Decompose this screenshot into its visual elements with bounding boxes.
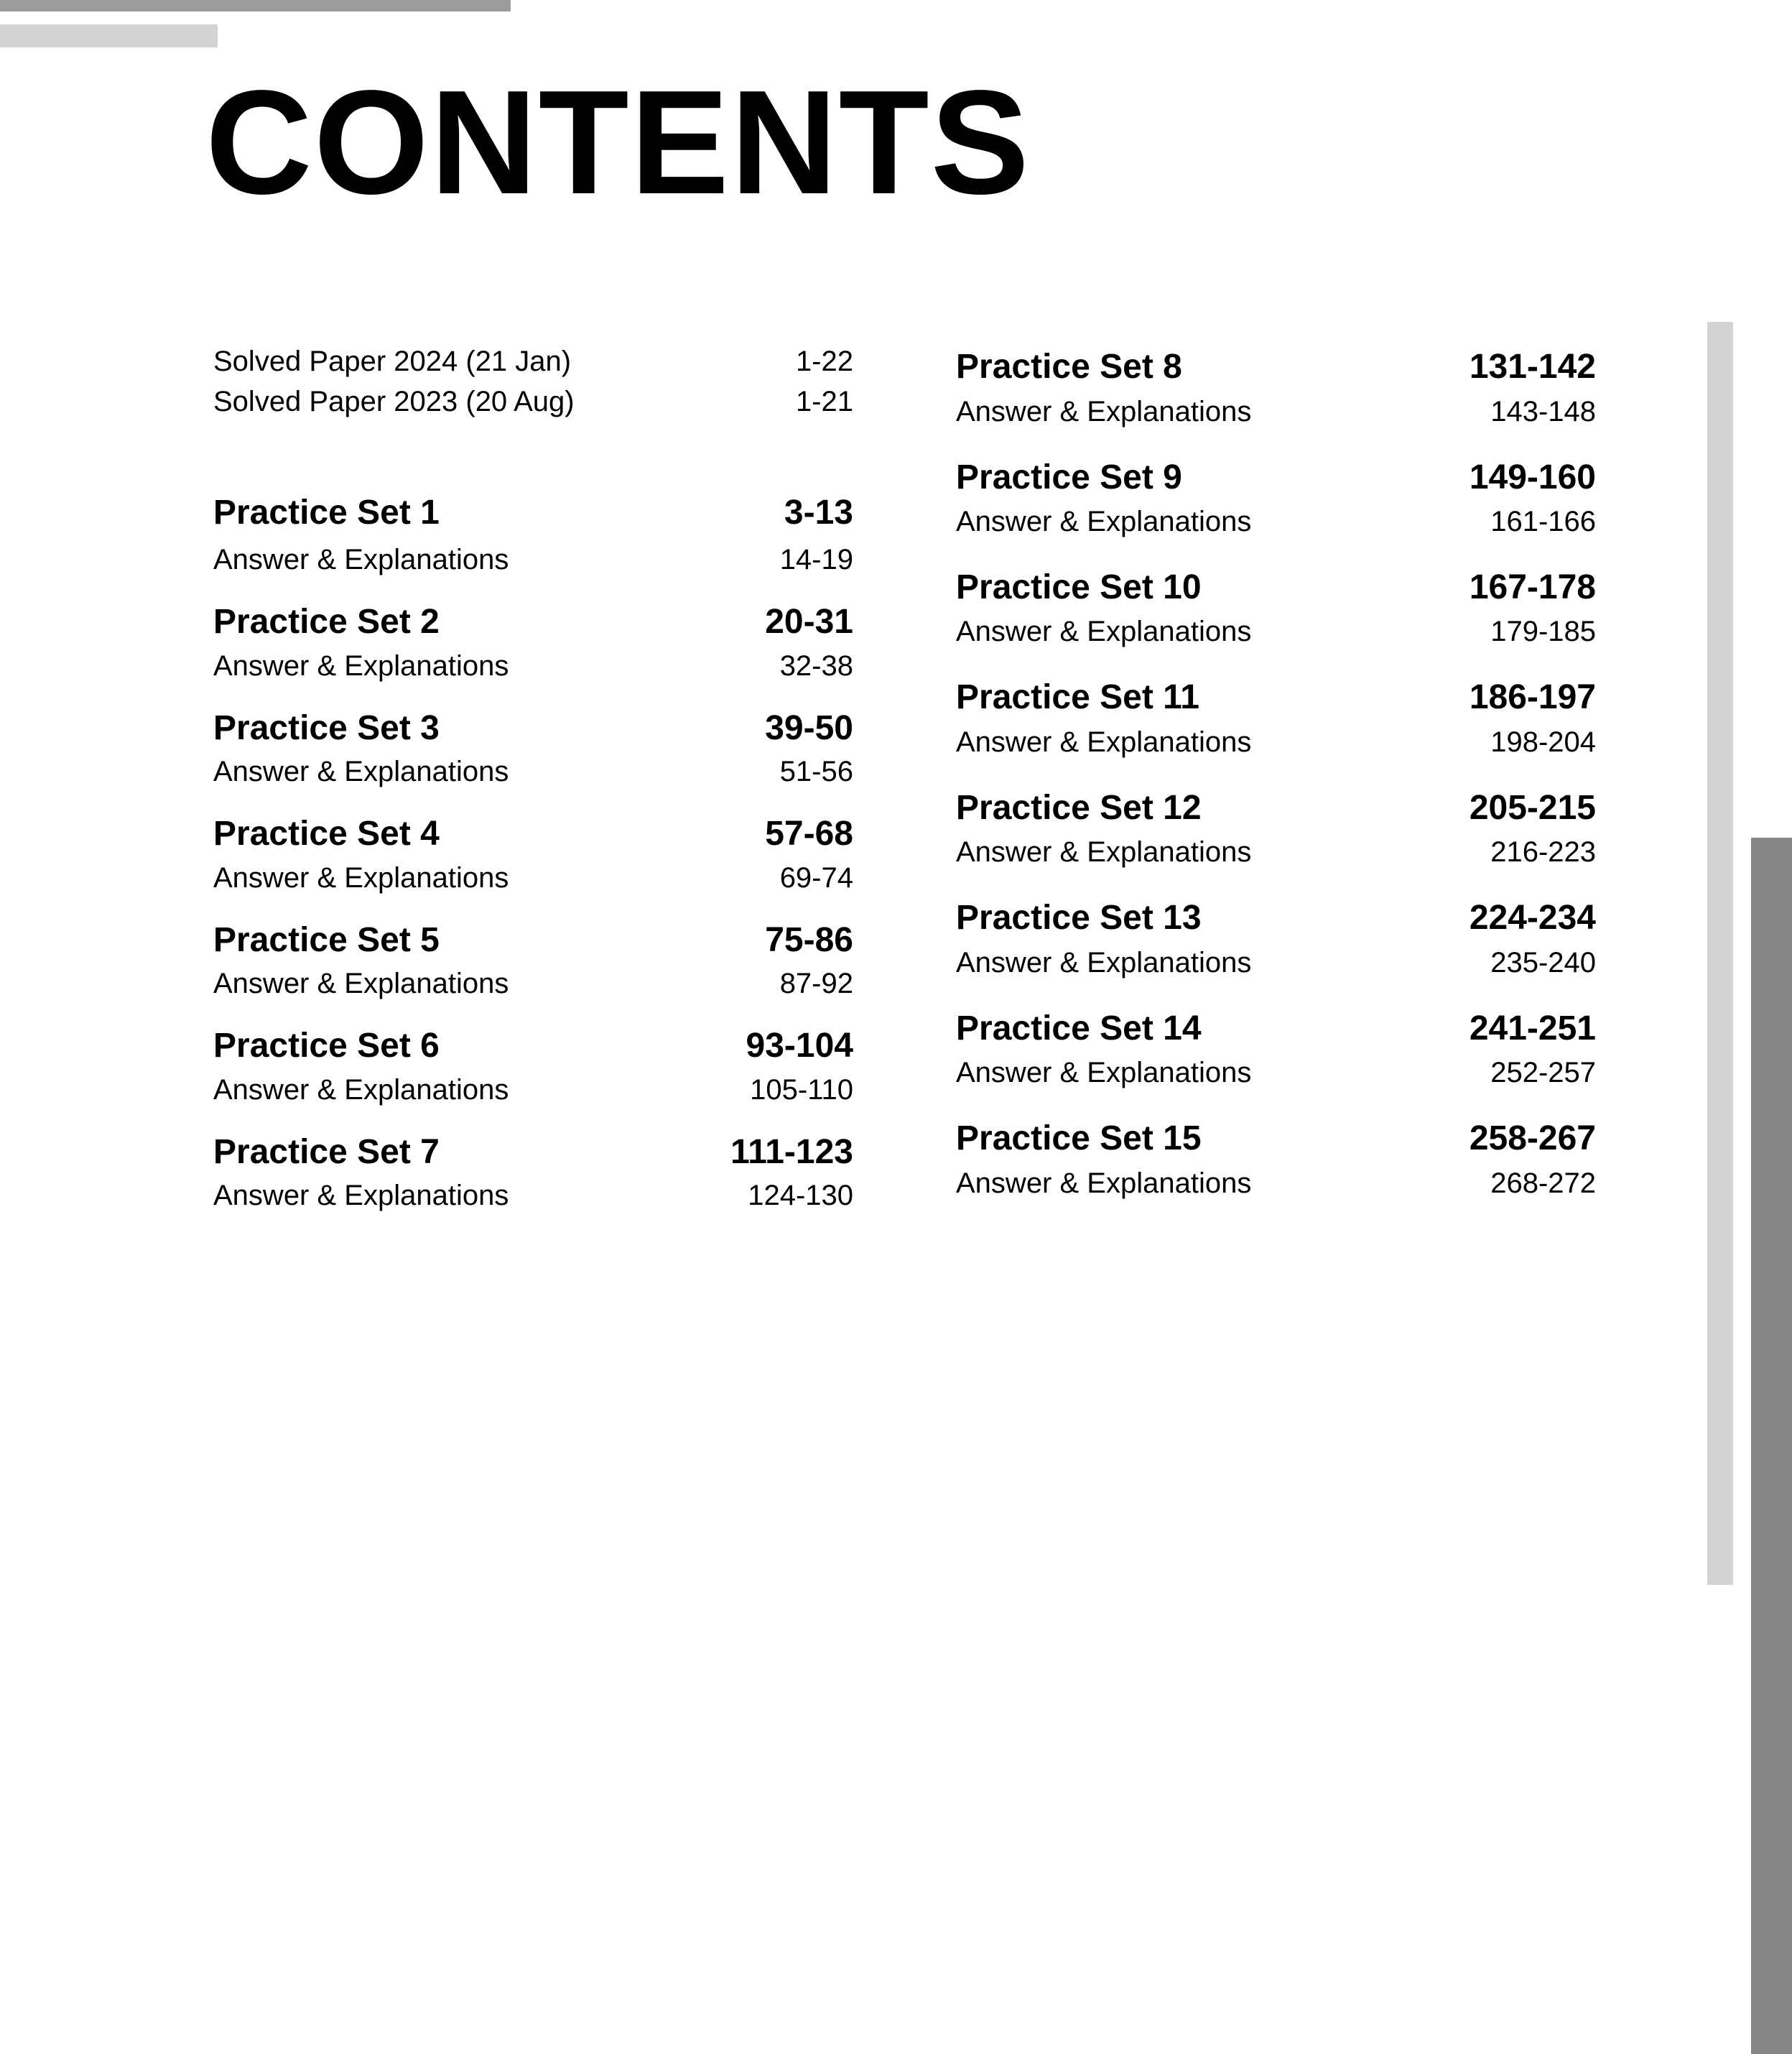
entry-label: Answer & Explanations [213, 862, 509, 894]
entry-label: Practice Set 8 [956, 348, 1182, 386]
solved-paper-entry[interactable] [213, 345, 853, 378]
entry-pages: 124-130 [748, 1180, 853, 1211]
entry-pages: 57-68 [765, 815, 853, 853]
entry-pages: 75-86 [765, 921, 853, 959]
practice-set-entry[interactable] [213, 1132, 853, 1172]
practice-set-entry[interactable] [213, 1026, 853, 1066]
entry-label: Answer & Explanations [956, 726, 1252, 758]
entry-pages: 69-74 [779, 862, 853, 894]
decorative-bar-top-dark [0, 0, 511, 11]
entry-pages: 161-166 [1490, 506, 1596, 537]
entry-pages: 235-240 [1490, 947, 1596, 979]
entry-label: Practice Set 7 [213, 1133, 440, 1171]
entry-pages: 51-56 [779, 756, 853, 787]
decorative-bar-top-light [0, 24, 218, 47]
entry-label: Answer & Explanations [956, 947, 1252, 979]
entry-pages: 149-160 [1469, 458, 1596, 496]
answer-entry[interactable] [213, 1179, 853, 1212]
entry-label: Practice Set 1 [213, 494, 440, 532]
entry-pages: 241-251 [1469, 1009, 1596, 1047]
entry-pages: 224-234 [1469, 899, 1596, 937]
answer-entry[interactable] [213, 543, 853, 576]
entry-label: Practice Set 10 [956, 568, 1202, 606]
entry-pages: 3-13 [784, 494, 853, 532]
entry-pages: 1-22 [795, 346, 853, 377]
entry-pages: 1-21 [795, 386, 853, 417]
entry-label: Practice Set 15 [956, 1119, 1202, 1157]
entry-pages: 39-50 [765, 709, 853, 747]
entry-label: Practice Set 9 [956, 458, 1182, 496]
entry-pages: 167-178 [1469, 568, 1596, 606]
entry-label: Answer & Explanations [213, 756, 509, 787]
entry-label: Practice Set 11 [956, 678, 1199, 716]
entry-pages: 111-123 [730, 1133, 853, 1171]
entry-pages: 268-272 [1490, 1167, 1596, 1199]
practice-set-entry[interactable] [213, 493, 853, 533]
practice-set-entry[interactable] [213, 920, 853, 961]
answer-entry[interactable] [956, 1167, 1596, 1200]
entry-label: Answer & Explanations [213, 1074, 509, 1106]
entry-label: Answer & Explanations [956, 1167, 1252, 1199]
entry-label: Answer & Explanations [213, 1180, 509, 1211]
entry-label: Practice Set 14 [956, 1009, 1202, 1047]
entry-pages: 258-267 [1469, 1119, 1596, 1157]
answer-entry[interactable] [956, 1056, 1596, 1089]
practice-set-entry[interactable] [956, 1009, 1596, 1049]
answer-entry[interactable] [956, 395, 1596, 428]
practice-set-entry[interactable] [956, 788, 1596, 828]
entry-label: Practice Set 12 [956, 789, 1202, 827]
entry-label: Practice Set 3 [213, 709, 440, 747]
decorative-bar-right-dark [1751, 838, 1792, 2054]
entry-pages: 198-204 [1490, 726, 1596, 758]
entry-pages: 93-104 [746, 1027, 853, 1065]
entry-label: Answer & Explanations [213, 544, 509, 575]
entry-pages: 252-257 [1490, 1057, 1596, 1088]
practice-set-entry[interactable] [956, 568, 1596, 608]
entry-label: Practice Set 13 [956, 899, 1202, 937]
entry-label: Answer & Explanations [956, 1057, 1252, 1088]
practice-set-entry[interactable] [956, 677, 1596, 718]
decorative-bar-right-light [1707, 322, 1733, 1585]
entry-label: Answer & Explanations [956, 836, 1252, 868]
entry-pages: 32-38 [779, 650, 853, 682]
entry-pages: 87-92 [779, 968, 853, 999]
entry-pages: 179-185 [1490, 616, 1596, 647]
entry-pages: 20-31 [765, 603, 853, 641]
entry-pages: 186-197 [1469, 678, 1596, 716]
solved-paper-entry[interactable] [213, 385, 853, 418]
entry-label: Practice Set 6 [213, 1027, 440, 1065]
answer-entry[interactable] [956, 946, 1596, 979]
entry-pages: 14-19 [779, 544, 853, 575]
practice-set-entry[interactable] [956, 458, 1596, 498]
entry-pages: 216-223 [1490, 836, 1596, 868]
answer-entry[interactable] [956, 615, 1596, 648]
entry-label: Answer & Explanations [956, 616, 1252, 647]
entry-pages: 131-142 [1469, 348, 1596, 386]
answer-entry[interactable] [956, 836, 1596, 869]
entry-label: Answer & Explanations [213, 650, 509, 682]
entry-label: Practice Set 2 [213, 603, 440, 641]
entry-label: Answer & Explanations [213, 968, 509, 999]
practice-set-entry[interactable] [956, 1119, 1596, 1159]
entry-label: Answer & Explanations [956, 396, 1252, 427]
answer-entry[interactable] [213, 967, 853, 1000]
answer-entry[interactable] [213, 649, 853, 683]
answer-entry[interactable] [956, 505, 1596, 538]
entry-pages: 143-148 [1490, 396, 1596, 427]
page-title: CONTENTS [205, 60, 1031, 225]
answer-entry[interactable] [213, 861, 853, 894]
entry-label: Solved Paper 2023 (20 Aug) [213, 386, 575, 417]
practice-set-entry[interactable] [213, 814, 853, 854]
entry-label: Answer & Explanations [956, 506, 1252, 537]
answer-entry[interactable] [213, 755, 853, 788]
entry-pages: 105-110 [750, 1074, 853, 1106]
entry-pages: 205-215 [1469, 789, 1596, 827]
practice-set-entry[interactable] [213, 602, 853, 642]
answer-entry[interactable] [956, 726, 1596, 759]
practice-set-entry[interactable] [956, 347, 1596, 387]
entry-label: Practice Set 5 [213, 921, 440, 959]
answer-entry[interactable] [213, 1073, 853, 1106]
entry-label: Solved Paper 2024 (21 Jan) [213, 346, 572, 377]
practice-set-entry[interactable] [956, 898, 1596, 938]
entry-label: Practice Set 4 [213, 815, 440, 853]
practice-set-entry[interactable] [213, 708, 853, 749]
